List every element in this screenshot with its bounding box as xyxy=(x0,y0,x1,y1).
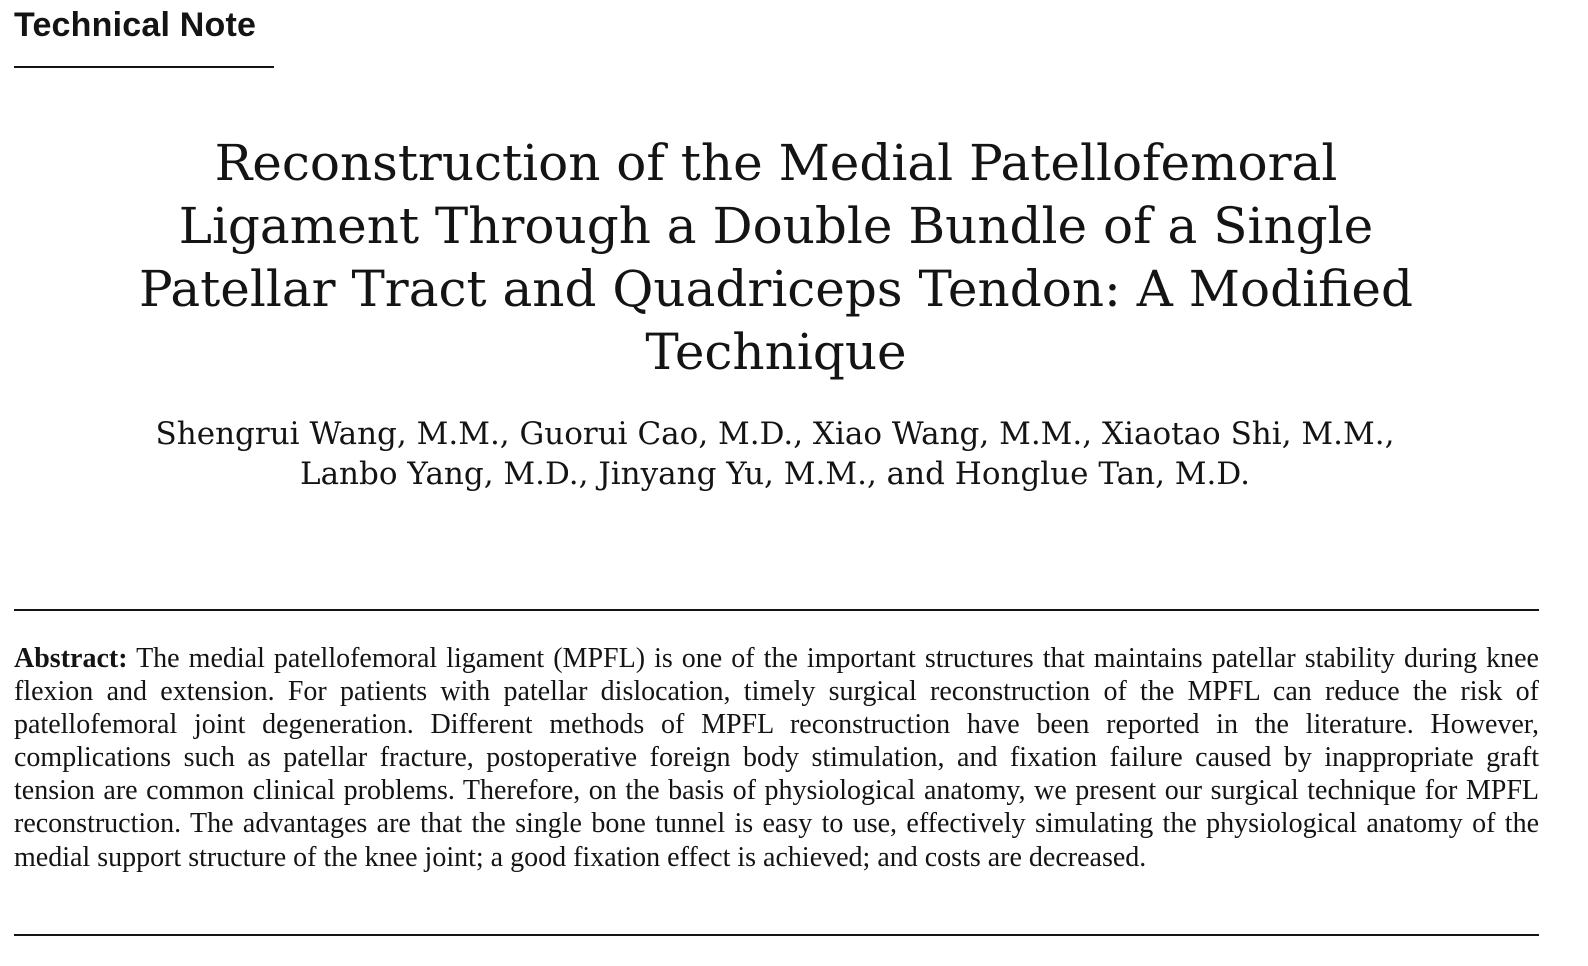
author-list xyxy=(40,414,1510,494)
abstract-label: Abstract: xyxy=(14,643,128,674)
article-title: Reconstruction of the Medial Patellofemoral Ligament Through a Double Bundle of a Single Patellar Tract and Quadriceps Tendon: A Modified Technique xyxy=(138,134,1414,381)
author-line-1: Shengrui Wang, M.M., Guorui Cao, M.D., Xiao Wang, M.M., Xiaotao Shi, M.M., xyxy=(155,416,1395,452)
abstract-bottom-divider xyxy=(14,934,1539,936)
section-label: Technical Note xyxy=(14,6,257,44)
author-line-2: Lanbo Yang, M.D., Jinyang Yu, M.M., and Honglue Tan, M.D. xyxy=(299,456,1251,492)
abstract xyxy=(14,642,1539,874)
abstract-text: The medial patellofemoral ligament (MPFL) is one of the important structures that maintains patellar stability during knee flexion and extension. For patients with patellar dislocation, timely surgical reconstruction of the MPFL can reduce the risk of patellofemoral joint degeneration. Different methods of MPFL reconstruction have been reported in the literature. However, complications such as patellar fracture, postoperative foreign body stimulation, and fixation failure caused by inappropriate graft tension are common clinical problems. Therefore, on the basis of physiological anatomy, we present our surgical technique for MPFL reconstruction. The advantages are that the single bone tunnel is easy to use, effectively simulating the physiological anatomy of the medial support structure of the knee joint; a good fixation effect is achieved; and costs are decreased. xyxy=(14,643,1539,873)
abstract-top-divider xyxy=(14,609,1539,611)
section-label-underline xyxy=(14,66,274,68)
